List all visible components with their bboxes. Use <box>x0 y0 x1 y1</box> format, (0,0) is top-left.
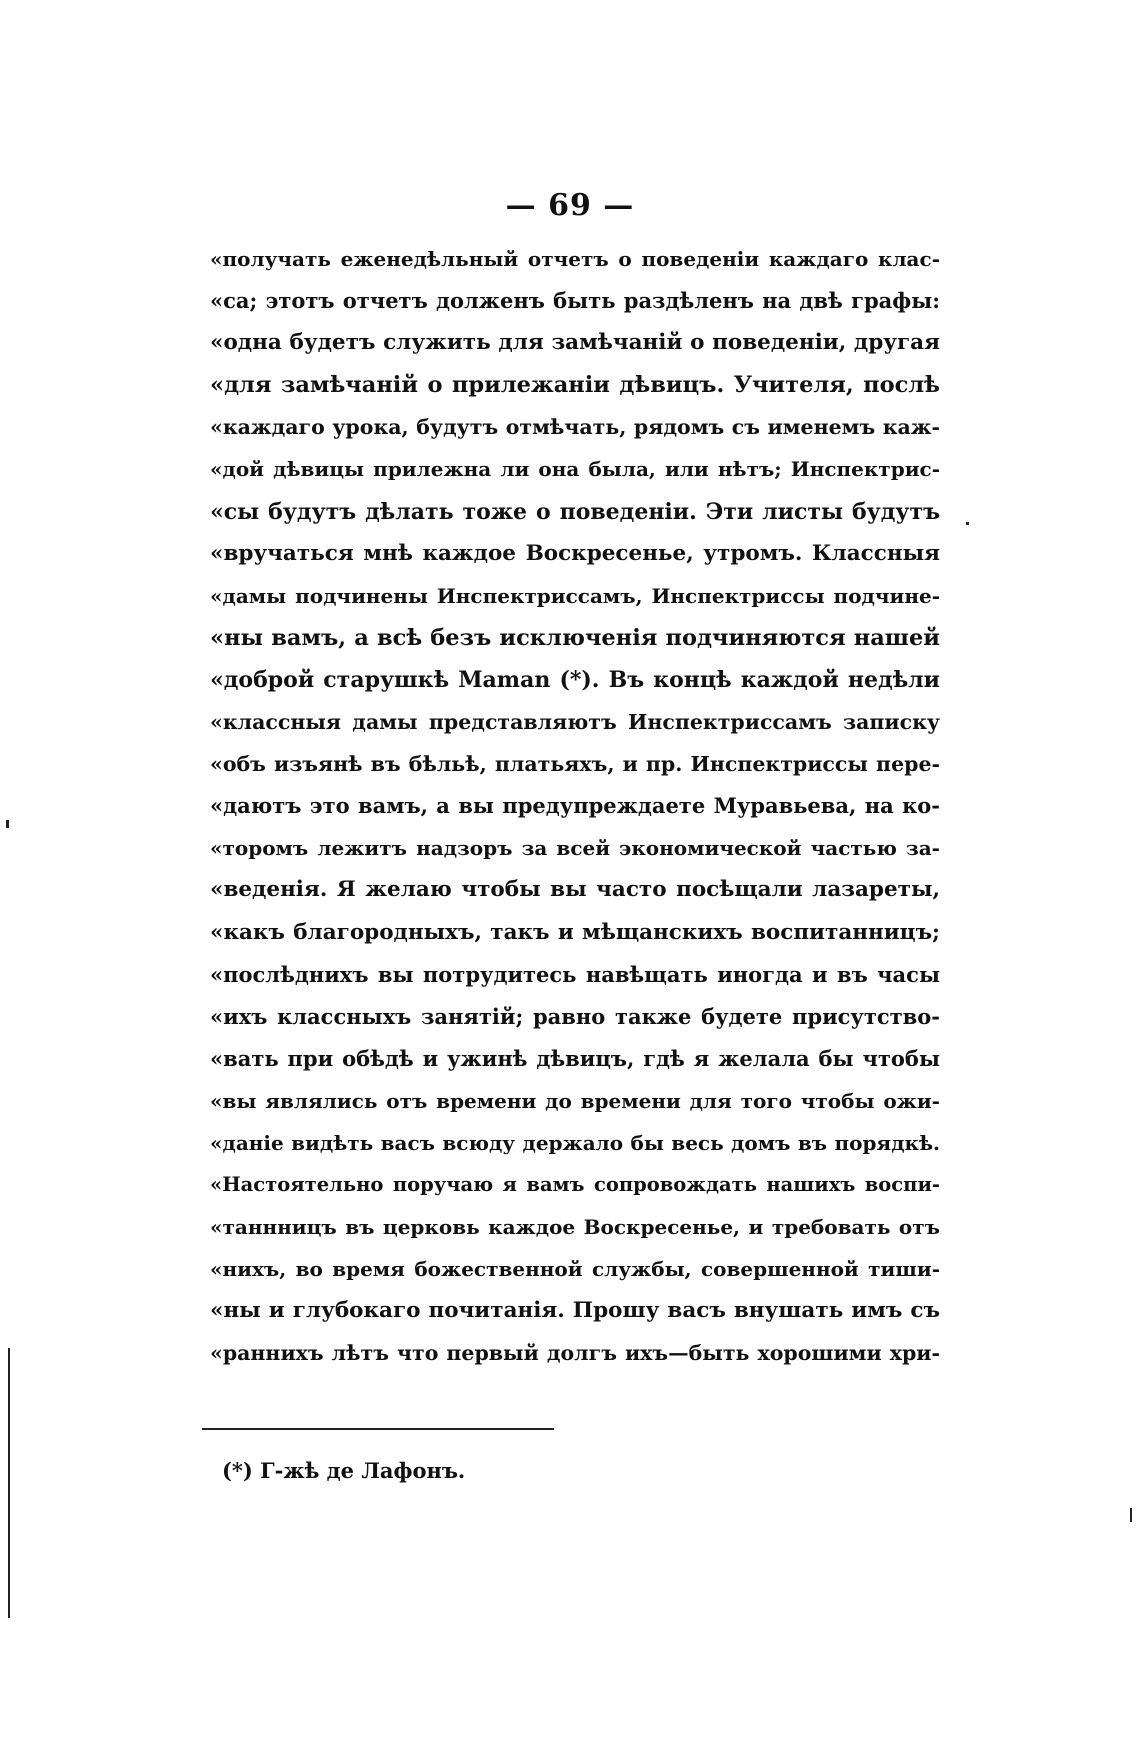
text-line: «каждаго урока, будутъ отмѣчать, рядомъ съ именемъ каж- <box>210 415 940 440</box>
footnote-rule <box>202 1428 554 1430</box>
text-line: «классныя дамы представляютъ Инспектриссамъ записку <box>210 710 940 735</box>
text-line: «нихъ, во время божественной службы, совершенной тиши- <box>210 1257 940 1282</box>
footnote: (*) Г-жѣ де Лафонъ. <box>222 1458 466 1483</box>
text-line: «объ изъянѣ въ бѣльѣ, платьяхъ, и пр. Инспектриссы пере- <box>210 752 940 777</box>
text-line: «сы будутъ дѣлать тоже о поведеніи. Эти листы будутъ <box>210 498 940 525</box>
margin-mark <box>966 522 969 525</box>
text-line: «торомъ лежитъ надзоръ за всей экономической частью за- <box>210 836 940 861</box>
text-line: «для замѣчаній о прилежаніи дѣвицъ. Учителя, послѣ <box>210 372 940 399</box>
text-line: «какъ благородныхъ, такъ и мѣщанскихъ воспитанницъ; <box>210 919 940 945</box>
text-line: «ны вамъ, а всѣ безъ исключенія подчиняются нашей <box>210 624 940 651</box>
text-line: «вы являлись отъ времени до времени для того чтобы ожи- <box>210 1088 940 1113</box>
text-line: «дой дѣвицы прилежна ли она была, или нѣтъ; Инспектрис- <box>210 457 940 482</box>
margin-mark <box>8 1348 10 1618</box>
margin-mark <box>1130 1508 1132 1522</box>
text-line: «одна будетъ служить для замѣчаній о поведеніи, другая <box>210 330 940 356</box>
text-line: «даютъ это вамъ, а вы предупреждаете Муравьева, на ко- <box>210 793 940 819</box>
text-line: «ны и глубокаго почитанія. Прошу васъ внушать имъ съ <box>210 1298 940 1324</box>
text-line: «ихъ классныхъ занятій; равно также будете присутство- <box>210 1003 940 1029</box>
page-number: — 69 — <box>505 188 635 223</box>
body-text <box>210 238 940 1375</box>
text-line: «раннихъ лѣтъ что первый долгъ ихъ—быть хорошими хри- <box>210 1341 940 1366</box>
text-line: «доброй старушкѣ Maman (*). Въ концѣ каждой недѣли <box>210 666 940 693</box>
text-line: «вручаться мнѣ каждое Воскресенье, утромъ. Классныя <box>210 540 940 566</box>
text-line: «даніе видѣть васъ всюду держало бы весь домъ въ порядкѣ. <box>210 1130 940 1155</box>
text-line: «таннницъ въ церковь каждое Воскресенье, и требовать отъ <box>210 1215 940 1240</box>
margin-mark <box>6 820 9 828</box>
text-line: «вать при обѣдѣ и ужинѣ дѣвицъ, гдѣ я желала бы чтобы <box>210 1045 940 1071</box>
text-line: «дамы подчинены Инспектриссамъ, Инспектриссы подчине- <box>210 583 940 608</box>
text-line: «получать еженедѣльный отчетъ о поведеніи каждаго клас- <box>210 247 940 271</box>
text-line: «Настоятельно поручаю я вамъ сопровождать нашихъ воспи- <box>210 1173 940 1197</box>
text-line: «са; этотъ отчетъ долженъ быть раздѣленъ на двѣ графы: <box>210 288 940 314</box>
text-line: «послѣднихъ вы потрудитесь навѣщать иногда и въ часы <box>210 961 940 987</box>
text-line: «веденія. Я желаю чтобы вы часто посѣщали лазареты, <box>210 877 940 903</box>
